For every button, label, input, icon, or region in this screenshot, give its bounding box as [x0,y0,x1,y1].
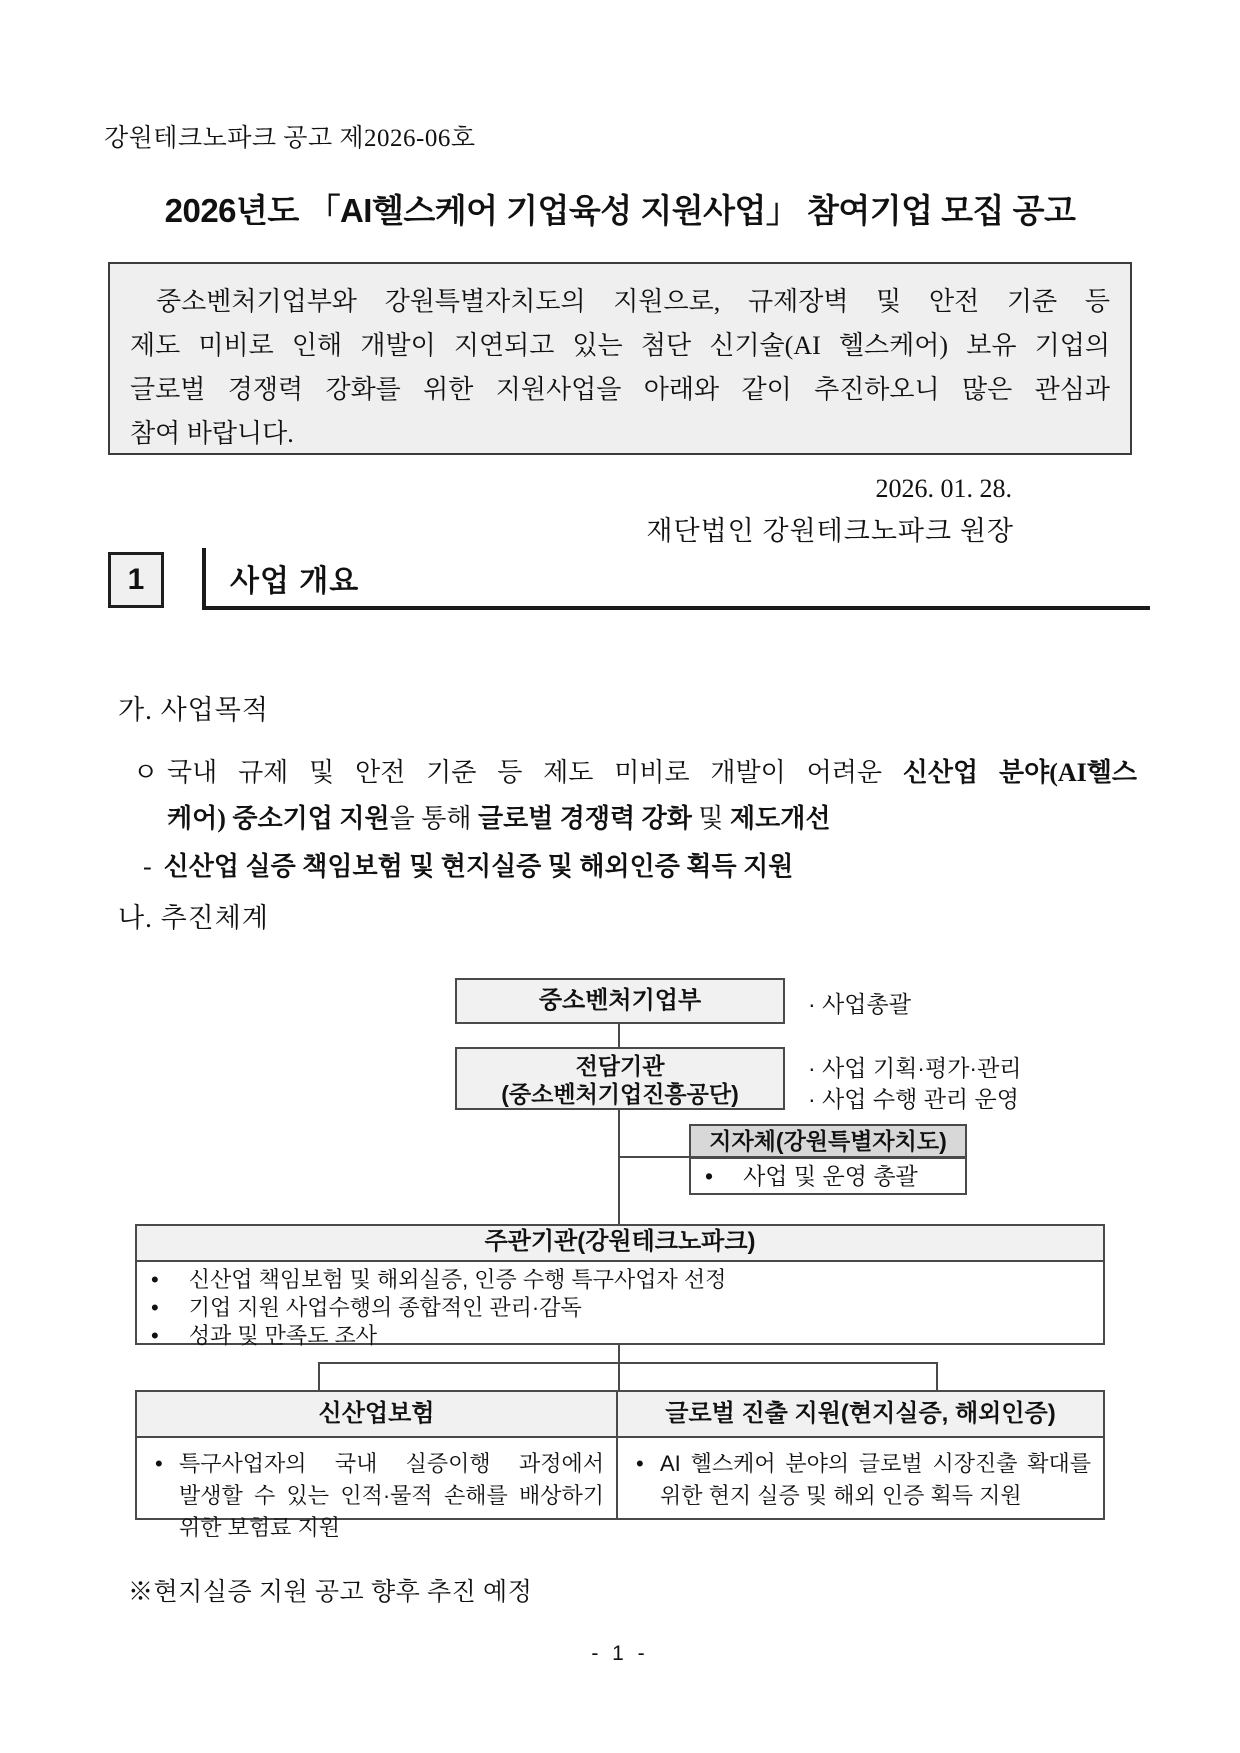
org-structure-diagram [0,960,1240,1560]
host-org-item-text: 신산업 책임보험 및 해외실증, 인증 수행 특구사업자 선정 [188,1267,727,1292]
program-right-header: 글로벌 진출 지원(현지실증, 해외인증) [618,1392,1103,1438]
agency-label-line2: (중소벤처기업진흥공단) [501,1081,739,1107]
connector-line [618,1110,620,1224]
agency-label-line1: 전담기관 [575,1053,665,1079]
intro-line: 글로벌 경쟁력 강화를 위한 지원사업을 아래와 같이 추진하오니 많은 관심과 [130,375,1110,404]
purpose-item-1 [133,752,1137,789]
host-org-item-text: 성과 및 만족도 조사 [188,1323,378,1348]
diagram-box-host-org [135,1224,1105,1348]
dot-bullet: • [151,1295,159,1320]
host-org-item [151,1266,1089,1294]
intro-summary-box [108,262,1132,455]
page-number: - 1 - [591,1642,649,1665]
dot-bullet: • [151,1267,159,1292]
dash-bullet: - [143,852,152,881]
circle-bullet: ㅇ [133,758,159,787]
page-title: 2026년도 「AI헬스케어 기업육성 지원사업」 참여기업 모집 공고 [164,192,1076,229]
localgov-item: 사업 및 운영 총괄 [743,1163,918,1189]
host-org-item [151,1294,1089,1322]
program-left-text: 특구사업자의 국내 실증이행 과정에서 발생할 수 있는 인적·물적 손해를 배상하기 위한 보험료 지원 [179,1451,604,1540]
section-title: 사업 개요 [230,565,360,598]
intro-line: 중소벤처기업부와 강원특별자치도의 지원으로, 규제장벽 및 안전 기준 등 [156,287,1110,316]
purpose-item-1-text: 국내 규제 및 안전 기준 등 제도 미비로 개발이 어려운 신산업 분야(AI헬스 [167,758,1137,787]
dot-bullet: • [151,1323,159,1348]
diagram-box-localgov-body [689,1157,967,1195]
diagram-box-agency [455,1047,785,1110]
connector-line [618,1024,620,1047]
doc-number: 강원테크노파크 공고 제2026-06호 [104,125,476,152]
host-org-item [151,1322,1089,1350]
diagram-box-ministry: 중소벤처기업부 [455,978,785,1024]
program-left-header: 신산업보험 [137,1392,616,1438]
program-left-body [137,1440,616,1540]
section-number-box: 1 [108,552,164,608]
dot-bullet: • [636,1451,644,1476]
connector-line [618,1362,620,1390]
ministry-note: · 사업총괄 [808,991,911,1017]
dot-bullet: • [705,1163,714,1189]
program-right-text: AI 헬스케어 분야의 글로벌 시장진출 확대를 위한 현지 실증 및 해외 인증 획득 지원 [660,1451,1091,1508]
purpose-item-1-cont: 케어) 중소기업 지원을 통해 글로벌 경쟁력 강화 및 제도개선 [167,804,831,833]
program-right-body [618,1440,1103,1518]
announcement-date: 2026. 01. 28. [875,474,1012,503]
connector-line [936,1362,938,1390]
signer: 재단법인 강원테크노파크 원장 [646,516,1014,546]
host-org-item-text: 기업 지원 사업수행의 종합적인 관리·감독 [188,1295,582,1320]
intro-line: 참여 바랍니다. [130,419,294,448]
purpose-item-2 [143,846,1137,883]
host-org-body [137,1262,1103,1348]
connector-line [318,1362,938,1364]
footnote: ※현지실증 지원 공고 향후 추진 예정 [128,1579,533,1606]
program-right-item [630,1448,1091,1512]
dot-bullet: • [155,1451,163,1476]
purpose-heading: 가. 사업목적 [118,695,269,725]
connector-line [620,1156,689,1158]
program-left-item [149,1448,604,1544]
agency-note-1: · 사업 기획·평가·관리 [808,1055,1022,1081]
agency-note-2: · 사업 수행 관리 운영 [808,1086,1019,1112]
diagram-programs-table [135,1390,1105,1540]
section-underline [202,606,1150,610]
purpose-item-2-text: 신산업 실증 책임보험 및 현지실증 및 해외인증 획득 지원 [163,852,794,881]
diagram-box-localgov-header: 지자체(강원특별자치도) [689,1124,967,1158]
section-divider-bar [202,548,206,610]
system-heading: 나. 추진체계 [118,903,269,933]
host-org-header: 주관기관(강원테크노파크) [137,1226,1103,1262]
connector-line [318,1362,320,1390]
intro-line: 제도 미비로 인해 개발이 지연되고 있는 첨단 신기술(AI 헬스케어) 보유 기업의 [130,331,1110,360]
